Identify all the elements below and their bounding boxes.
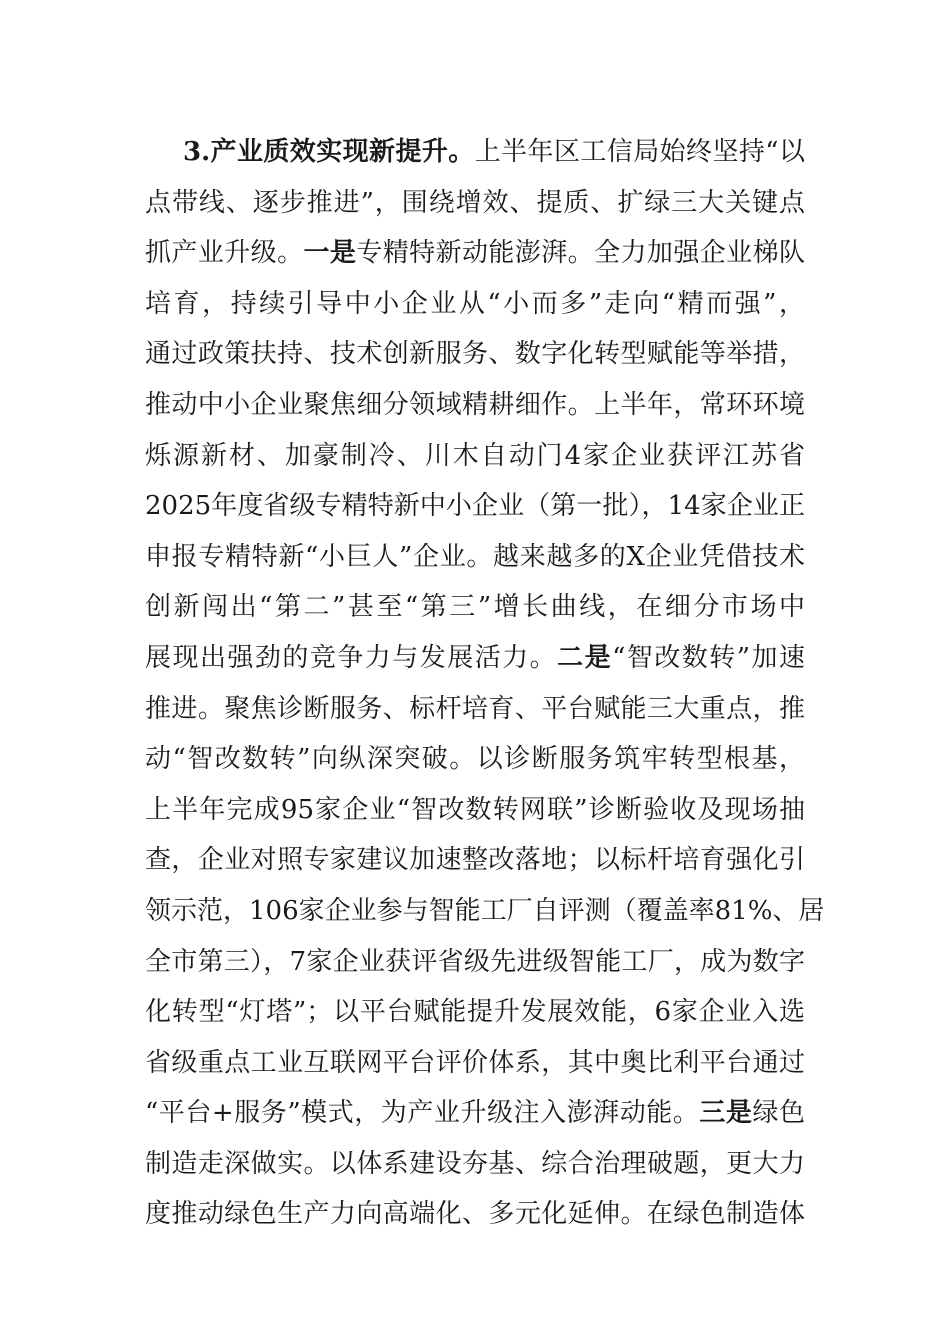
text-line: 领示范，106家企业参与智能工厂自评测（覆盖率81%、居 xyxy=(145,895,825,926)
text-line: 制造走深做实。以体系建设夯基、综合治理破题，更大力 xyxy=(145,1148,805,1179)
section-heading: 3.产业质效实现新提升。 xyxy=(183,137,475,167)
text-line: 抓产业升级。一是专精特新动能澎湃。全力加强企业梯队 xyxy=(145,238,805,269)
text-line: 通过政策扶持、技术创新服务、数字化转型赋能等举措， xyxy=(145,339,805,370)
marker-first: 一是 xyxy=(303,238,357,269)
text-line: 上半年完成95家企业“智改数转网联”诊断验收及现场抽 xyxy=(145,794,805,825)
text-line: 点带线、逐步推进”，围绕增效、提质、扩绿三大关键点 xyxy=(145,187,805,218)
text-line: 推动中小企业聚焦细分领域精耕细作。上半年，常环环境 xyxy=(145,389,805,420)
text-line: 查，企业对照专家建议加速整改落地；以标杆培育强化引 xyxy=(145,845,805,876)
text-line: 2025年度省级专精特新中小企业（第一批），14家企业正 xyxy=(145,491,805,522)
text-line: 化转型“灯塔”；以平台赋能提升发展效能，6家企业入选 xyxy=(145,997,805,1028)
marker-third: 三是 xyxy=(699,1098,753,1129)
text-line: 省级重点工业互联网平台评价体系，其中奥比利平台通过 xyxy=(145,1047,805,1078)
text-line: 烁源新材、加豪制冷、川木自动门4家企业获评江苏省 xyxy=(145,440,805,471)
text-line: 度推动绿色生产力向高端化、多元化延伸。在绿色制造体 xyxy=(145,1199,805,1230)
text-line: 申报专精特新“小巨人”企业。越来越多的X企业凭借技术 xyxy=(145,541,805,572)
text-line: 推进。聚焦诊断服务、标杆培育、平台赋能三大重点，推 xyxy=(145,693,805,724)
marker-second: 二是 xyxy=(557,642,613,673)
body-paragraph xyxy=(145,127,825,1240)
text-line: 创新闯出“第二”甚至“第三”增长曲线，在细分市场中 xyxy=(145,592,805,623)
text-line: 3.产业质效实现新提升。上半年区工信局始终坚持“以 xyxy=(183,137,805,167)
text-line: 培育，持续引导中小企业从“小而多”走向“精而强”， xyxy=(145,288,805,319)
text-line: 动“智改数转”向纵深突破。以诊断服务筑牢转型根基， xyxy=(145,744,805,775)
text-line: 展现出强劲的竞争力与发展活力。二是“智改数转”加速 xyxy=(145,642,805,673)
text-line: “平台+服务”模式，为产业升级注入澎湃动能。三是绿色 xyxy=(145,1098,805,1129)
text-line: 全市第三），7家企业获评省级先进级智能工厂，成为数字 xyxy=(145,946,805,977)
